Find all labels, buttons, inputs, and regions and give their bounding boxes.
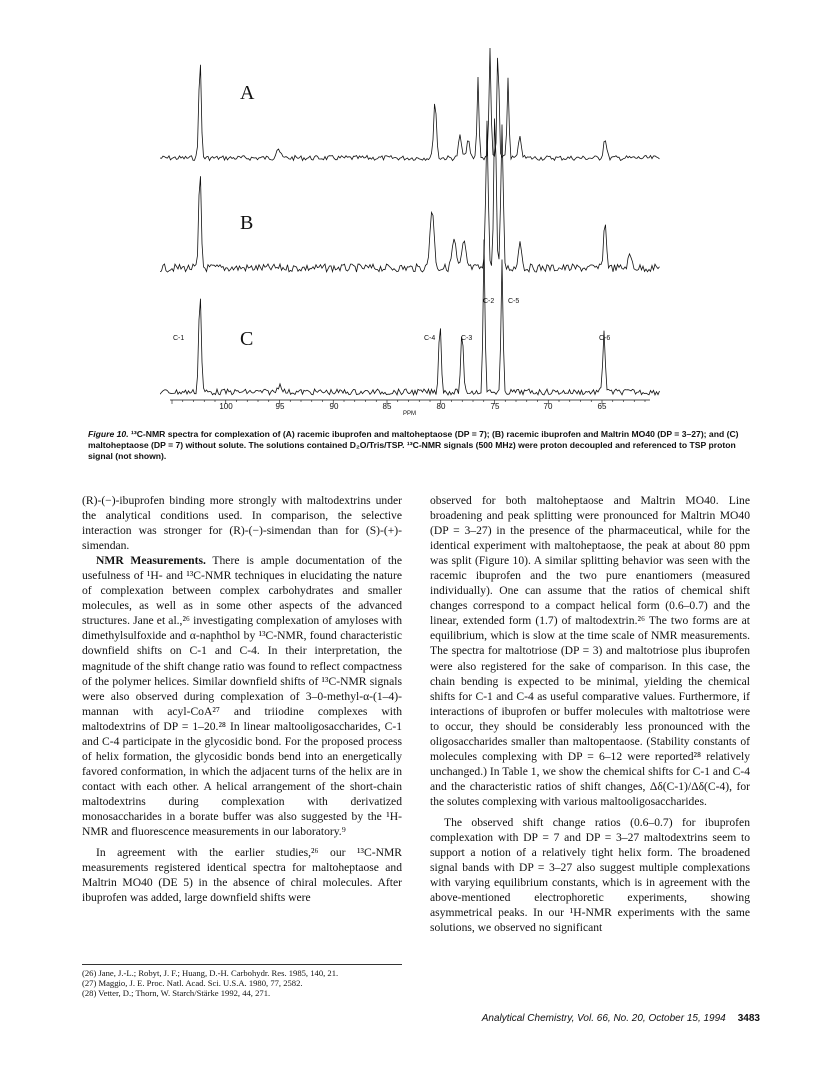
- footnote: (27) Maggio, J. E. Proc. Natl. Acad. Sci. U.S.A. 1980, 77, 2582.: [82, 978, 303, 988]
- page-number: 3483: [737, 1013, 760, 1024]
- tick-label: 90: [329, 402, 339, 411]
- figure-caption: [88, 429, 758, 462]
- body-paragraph: In agreement with the earlier studies,²⁶ our ¹³C-NMR measurements registered identical spectra for maltoheptaose and Maltrin MO40 (DE 5) in the absence of chiral molecules. After ibuprofen was added, large downfield shifts were: [82, 846, 402, 905]
- spectrum-label-b: B: [240, 212, 254, 234]
- peak-label-c6: C-6: [599, 335, 611, 342]
- peak-label-c3: C-3: [461, 335, 473, 342]
- spectrum-trace-a: [160, 48, 660, 161]
- caption-text: ¹³C-NMR spectra for complexation of (A) racemic ibuprofen and maltoheptaose (DP = 7); (B) racemic ibuprofen and Maltrin MO40 (DP = 3–27); and (C) maltoheptaose (DP = 7) without solute. The solutions contained D₂O/Tris/TSP. ¹³C-NMR signals (500 MHz) were proton decoupled and referenced to TSP proton signal (not shown).: [88, 429, 739, 461]
- nmr-spectra-plot: [160, 40, 660, 420]
- spectrum-trace-c: [160, 240, 660, 395]
- journal-footer: [440, 1013, 760, 1024]
- footnote: (26) Jane, J.-L.; Robyt, J. F.; Huang, D.-H. Carbohydr. Res. 1985, 140, 21.: [82, 968, 339, 978]
- right-column: [430, 493, 750, 935]
- body-paragraph: observed for both maltoheptaose and Maltrin MO40. Line broadening and peak splitting were pronounced for Maltrin MO40 (DP = 3–27) in the presence of the pharmaceutical, while for the identical experiment with maltoheptaose, the peak at about 80 ppm was split (Figure 10). A similar splitting behavior was seen with the racemic ibuprofen and the two pure enantiomers (measured individually). One can assume that the ratios of chemical shift changes correspond to a compact helical form (0.6–0.7) and the linear, extended form (1.7) of maltodextrin.²⁶ The two forms are at equilibrium, which is slow at the time scale of NMR measurements. The spectra for maltotriose (DP = 3) and maltotriose plus ibuprofen were also registered for the sake of comparison. In this case, the chain bending is expected to be minimal, yielding the chemical shifts for C-1 and C-4 as useful comparative values. Furthermore, if interactions of ibuprofen or buffer molecules with maltotriose were to occur, they should be considerably less pronounced with the oligosaccharides smaller than maltopentaose. (Stability constants of molecules complexing with DP = 6–12 were reported²⁸ relatively unchanged.) In Table 1, we show the chemical shifts for C-1 and C-4 and the characteristic ratios of shift changes, Δδ(C-1)/Δδ(C-4), for the solutes complexing with various maltooligosaccharides.: [430, 494, 750, 808]
- peak-label-c1: C-1: [173, 335, 185, 342]
- peak-label-c2: C-2: [483, 298, 495, 305]
- footnote-rule: [82, 964, 402, 965]
- tick-label: 75: [490, 402, 500, 411]
- tick-label: 80: [436, 402, 446, 411]
- tick-label: 65: [597, 402, 607, 411]
- peak-label-c4: C-4: [424, 335, 436, 342]
- peak-label-c5: C-5: [508, 298, 520, 305]
- spectrum-label-c: C: [240, 328, 254, 350]
- body-paragraph: (R)-(−)-ibuprofen binding more strongly with maltodextrins under the analytical conditions used. In comparison, the selective interaction was stronger for (R)-(−)-simendan than for (S)-(+)-simendan.: [82, 494, 402, 553]
- paragraph-text: There is ample documentation of the usefulness of ¹H- and ¹³C-NMR techniques in elucidating the nature of complexation between complex carbohydrates and smaller molecules, as well as in some other aspects of the advanced structures. Jane et al.,²⁶ investigating complexation of amyloses with dimethylsulfoxide and α-naphthol by ¹³C-NMR, found characteristic downfield shifts on C-1 and C-4. In their interpretation, the magnitude of the shift change ratio was found to reflect compactness of the polymer helices. Similar downfield shifts of ¹³C-NMR signals were also observed during complexation of 3–0-methyl-α-(1–4)-mannan with acyl-CoA²⁷ and triiodine complexes with maltodextrins of DP = 1–20.²⁸ In linear maltooligosaccharides, C-1 and C-4 participate in the glycosidic bond. For the proposed process of helix formation, the glycosidic bonds bend into an energetically favored conformation, in which the adjacent turns of the helix are in contact with each other. A helical arrangement of the short-chain maltodextrins during complexation with derivatized monosaccharides in a borate buffer was also suggested by the ¹H-NMR and fluorescence measurements in our laboratory.⁹: [82, 554, 402, 839]
- body-paragraph: [82, 553, 402, 839]
- left-column: [82, 493, 402, 905]
- nmr-figure: [160, 40, 660, 420]
- axis-unit-label: PPM: [403, 411, 417, 417]
- footnotes: [82, 968, 402, 998]
- section-heading: NMR Measurements.: [96, 554, 206, 568]
- caption-figure-label: Figure 10.: [88, 429, 129, 439]
- spectrum-trace-b: [160, 119, 660, 273]
- body-paragraph: The observed shift change ratios (0.6–0.7) for ibuprofen complexation with DP = 7 and DP = 3–27 maltodextrins seem to support a notion of a relatively tight helix form. The broadened signal bands with DP = 3–27 also suggest multiple complexations with varying equilibrium constants, which is in agreement with the above-mentioned electrophoretic experiments, showing asymmetrical peaks. In our ¹H-NMR experiments with the same solutions, we observed no significant: [430, 815, 750, 935]
- journal-citation: Analytical Chemistry, Vol. 66, No. 20, October 15, 1994: [481, 1013, 726, 1024]
- tick-label: 85: [382, 402, 392, 411]
- footnote: (28) Vetter, D.; Thorn, W. Starch/Stärke 1992, 44, 271.: [82, 988, 271, 998]
- tick-label: 95: [275, 402, 285, 411]
- tick-label: 100: [219, 402, 233, 411]
- tick-label: 70: [543, 402, 553, 411]
- spectrum-label-a: A: [240, 82, 255, 104]
